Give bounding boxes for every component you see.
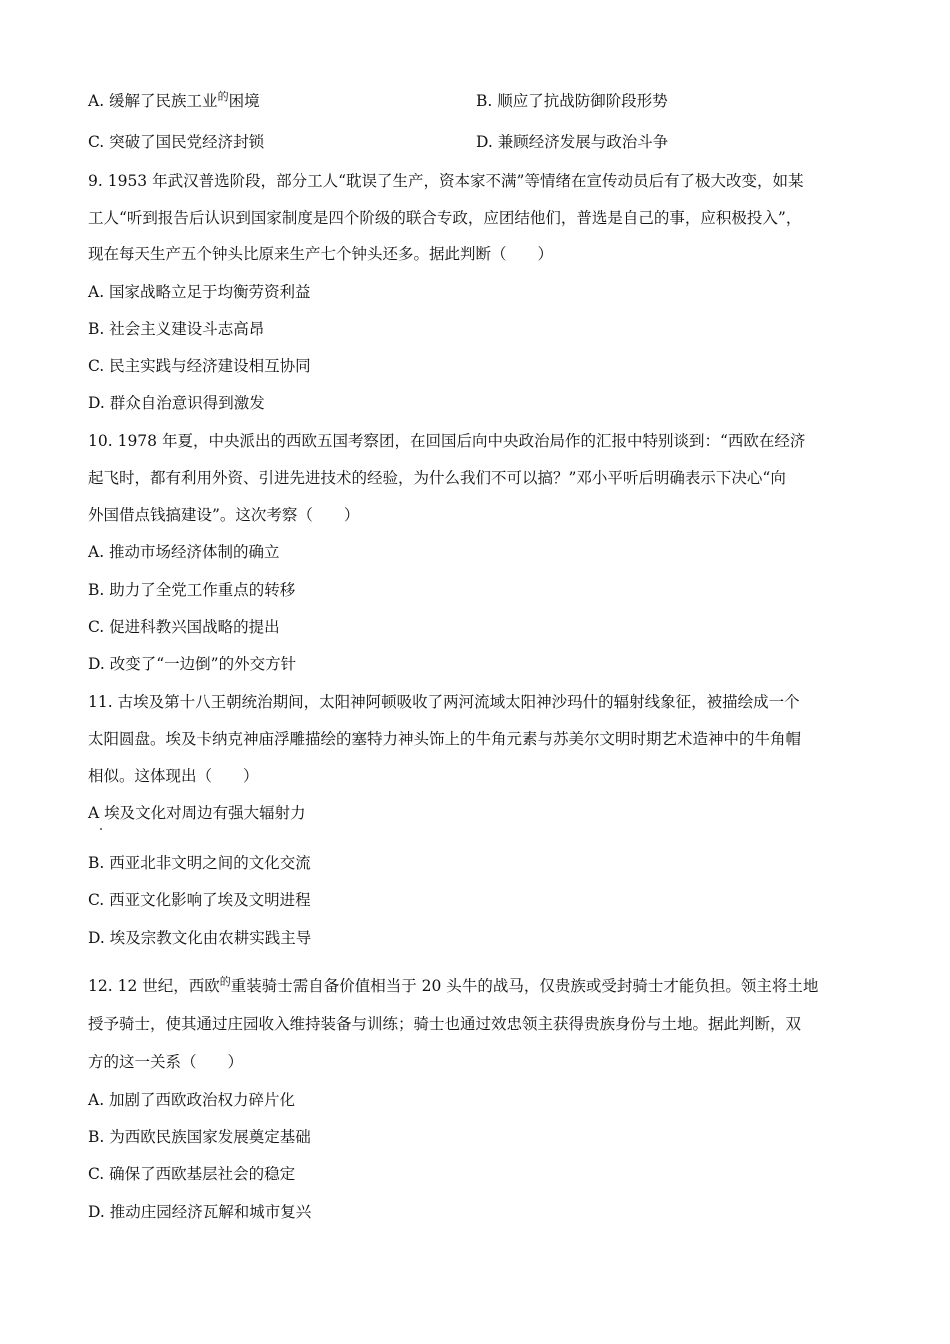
q9-option-d: D. 群众自治意识得到激发 xyxy=(88,394,265,412)
q12-stem-line-3: 方的这一关系（ ） xyxy=(88,1053,244,1071)
scan-dot xyxy=(100,828,102,830)
q10-stem-line-3: 外国借点钱搞建设”。这次考察（ ） xyxy=(88,506,360,524)
q9-stem-line-2: 工人“听到报告后认识到国家制度是四个阶级的联合专政，应团结他们，普选是自己的事，应积极投入”， xyxy=(88,209,802,227)
q9-option-c: C. 民主实践与经济建设相互协同 xyxy=(88,357,311,375)
q9-option-a: A. 国家战略立足于均衡劳资利益 xyxy=(88,283,311,301)
q8-option-d: D. 兼顾经济发展与政治斗争 xyxy=(476,133,669,151)
q8-option-c: C. 突破了国民党经济封锁 xyxy=(88,133,265,151)
q11-stem-line-3: 相似。这体现出（ ） xyxy=(88,767,259,785)
q11-option-a: A 埃及文化对周边有强大辐射力 xyxy=(88,804,306,822)
q12-option-b: B. 为西欧民族国家发展奠定基础 xyxy=(88,1128,311,1146)
q10-option-d: D. 改变了“一边倒”的外交方针 xyxy=(88,655,297,673)
q11-option-d: D. 埃及宗教文化由农耕实践主导 xyxy=(88,929,312,947)
q12-option-a: A. 加剧了西欧政治权力碎片化 xyxy=(88,1091,296,1109)
q9-stem-line-3: 现在每天生产五个钟头比原来生产七个钟头还多。据此判断（ ） xyxy=(88,245,554,263)
q8-option-b: B. 顺应了抗战防御阶段形势 xyxy=(476,92,668,110)
q10-stem-line-2: 起飞时，都有利用外资、引进先进技术的经验，为什么我们不可以搞？”邓小平听后明确表示下决心“向 xyxy=(88,469,786,487)
q10-option-c: C. 促进科教兴国战略的提出 xyxy=(88,618,280,636)
q12-stem-line-1-lead: 12. 12 世纪，西欧 xyxy=(88,977,220,995)
q8-option-a-text: A. 缓解了民族工业 xyxy=(88,92,218,110)
q10-option-a: A. 推动市场经济体制的确立 xyxy=(88,543,280,561)
q11-option-b: B. 西亚北非文明之间的文化交流 xyxy=(88,854,311,872)
q8-option-a-sup: 的 xyxy=(217,90,229,103)
q12-stem-line-2: 授予骑士，使其通过庄园收入维持装备与训练；骑士也通过效忠领主获得贵族身份与土地。据此判断，双 xyxy=(88,1015,802,1033)
q8-option-a xyxy=(88,91,260,113)
q12-stem-line-1-sup: 的 xyxy=(219,975,231,988)
q9-option-b: B. 社会主义建设斗志高昂 xyxy=(88,320,265,338)
q12-stem-line-1-rest: 重装骑士需自备价值相当于 20 头牛的战马，仅贵族或受封骑士才能负担。领主将土地 xyxy=(230,977,819,995)
q11-stem-line-1: 11. 古埃及第十八王朝统治期间，太阳神阿顿吸收了两河流域太阳神沙玛什的辐射线象征，被描绘成一个 xyxy=(88,693,800,711)
q10-stem-line-1: 10. 1978 年夏，中央派出的西欧五国考察团，在回国后向中央政治局作的汇报中特别谈到：“西欧在经济 xyxy=(88,432,806,450)
q11-option-c: C. 西亚文化影响了埃及文明进程 xyxy=(88,891,311,909)
q10-option-b: B. 助力了全党工作重点的转移 xyxy=(88,581,296,599)
q12-option-c: C. 确保了西欧基层社会的稳定 xyxy=(88,1165,296,1183)
q8-option-a-tail: 困境 xyxy=(228,92,260,110)
q11-stem-line-2: 太阳圆盘。埃及卡纳克神庙浮雕描绘的塞特力神头饰上的牛角元素与苏美尔文明时期艺术造神中的牛角帽 xyxy=(88,730,802,748)
q12-stem-line-1 xyxy=(88,976,818,998)
q9-stem-line-1: 9. 1953 年武汉普选阶段，部分工人“耽误了生产，资本家不满”等情绪在宣传动员后有了极大改变，如某 xyxy=(88,172,804,190)
q12-option-d: D. 推动庄园经济瓦解和城市复兴 xyxy=(88,1203,312,1221)
